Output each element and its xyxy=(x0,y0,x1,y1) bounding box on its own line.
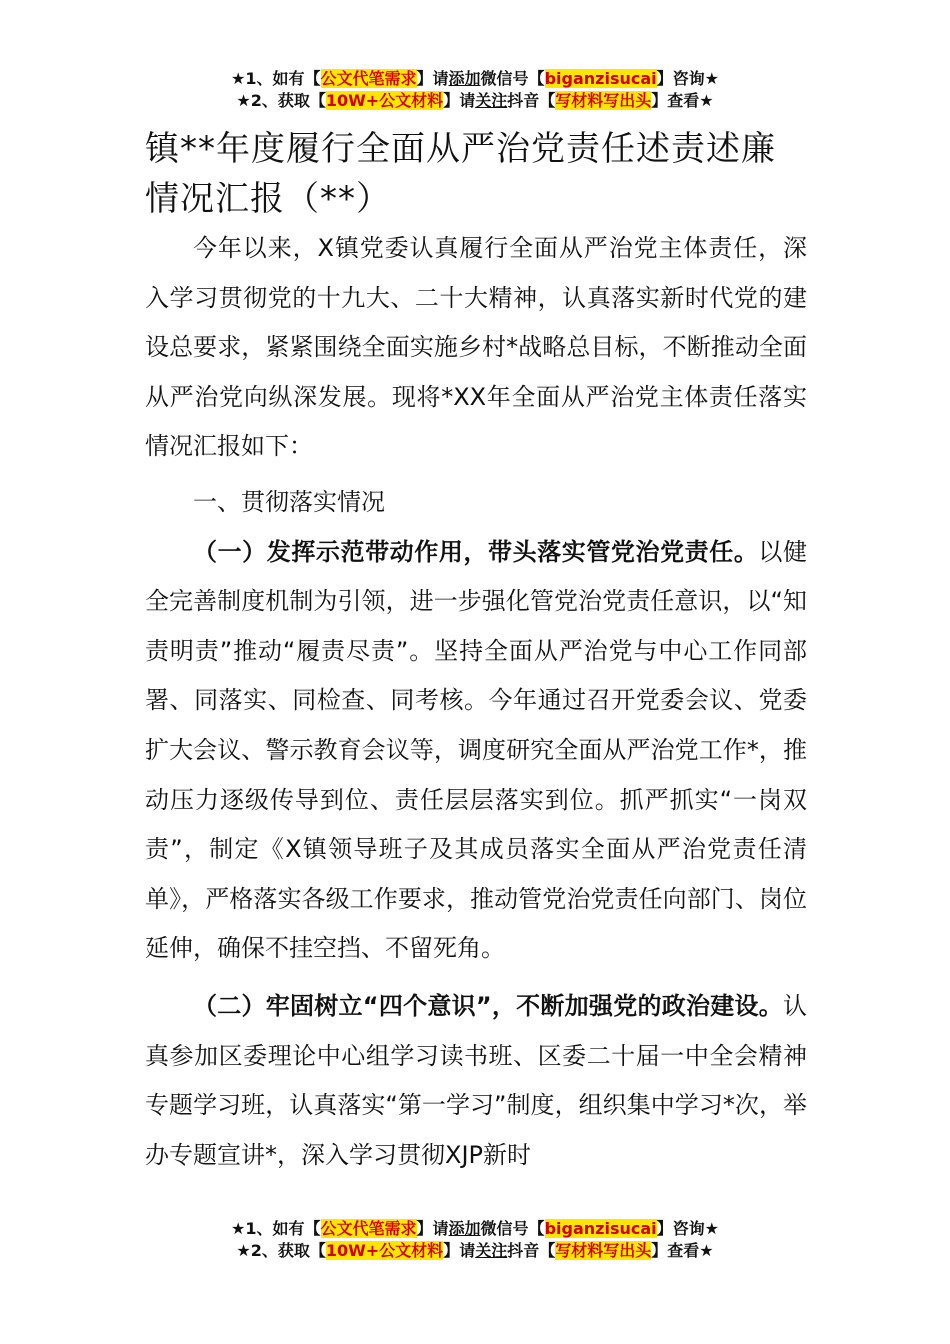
douyin-id: 写材料写出头 xyxy=(555,1241,652,1260)
promo-highlight: 10W+公文材料 xyxy=(325,91,444,110)
paragraph-1-body: 以健全完善制度机制为引领，进一步强化管党治党责任意识，以“知责明责”推动“履责尽责”。坚持全面从严治党与中心工作同部署、同落实、同检查、同考核。今年通过召开党委会议、党委扩大会议、警示教育会议等，调度研究全面从严治党工作*，推动压力逐级传导到位、责任层层落实到位。抓严抓实“一岗双责”，制定《X镇领导班子及其成员落实全面从严治党责任清单》，严格落实各级工作要求，推动管党治党责任向部门、岗位延伸，确保不挂空挡、不留死角。 xyxy=(145,537,808,963)
promo-highlight: 10W+公文材料 xyxy=(325,1241,444,1260)
promo-line-2: ★2、获取【10W+公文材料】请关注抖音【写材料写出头】查看★ xyxy=(236,91,714,110)
wechat-id: biganzisucai xyxy=(544,69,657,88)
promo-highlight: 公文代笔需求 xyxy=(320,69,417,88)
promo-banner-bottom xyxy=(0,1218,950,1262)
promo-highlight: 公文代笔需求 xyxy=(320,1219,417,1238)
section-heading: 一、贯彻落实情况 xyxy=(193,487,385,516)
douyin-id: 写材料写出头 xyxy=(555,91,652,110)
document-title: 镇**年度履行全面从严治党责任述责述廉情况汇报（**） xyxy=(145,129,776,219)
paragraph-2 xyxy=(145,982,807,1180)
paragraph-1 xyxy=(145,528,807,974)
promo-banner-top xyxy=(0,68,950,112)
promo-line-2: ★2、获取【10W+公文材料】请关注抖音【写材料写出头】查看★ xyxy=(236,1241,714,1260)
intro-paragraph: 今年以来，X镇党委认真履行全面从严治党主体责任，深入学习贯彻党的十九大、二十大精神，认真落实新时代党的建设总要求，紧紧围绕全面实施乡村*战略总目标，不断推动全面从严治党向纵深发展。现将*XX年全面从严治党主体责任落实情况汇报如下： xyxy=(145,234,807,461)
paragraph-1-heading: （一）发挥示范带动作用，带头落实管党治党责任。 xyxy=(193,537,759,566)
promo-line-1: ★1、如有【公文代笔需求】请添加微信号【biganzisucai】咨询★ xyxy=(231,69,719,88)
wechat-id: biganzisucai xyxy=(544,1219,657,1238)
document-body xyxy=(145,124,807,1180)
promo-line-1: ★1、如有【公文代笔需求】请添加微信号【biganzisucai】咨询★ xyxy=(231,1219,719,1238)
paragraph-2-heading: （二）牢固树立“四个意识”，不断加强党的政治建设。 xyxy=(193,991,783,1020)
paragraph-2-body: 认真参加区委理论中心组学习读书班、区委二十届一中全会精神专题学习班，认真落实“第一学习”制度，组织集中学习*次，举办专题宣讲*，深入学习贯彻XJP新时 xyxy=(145,991,807,1169)
